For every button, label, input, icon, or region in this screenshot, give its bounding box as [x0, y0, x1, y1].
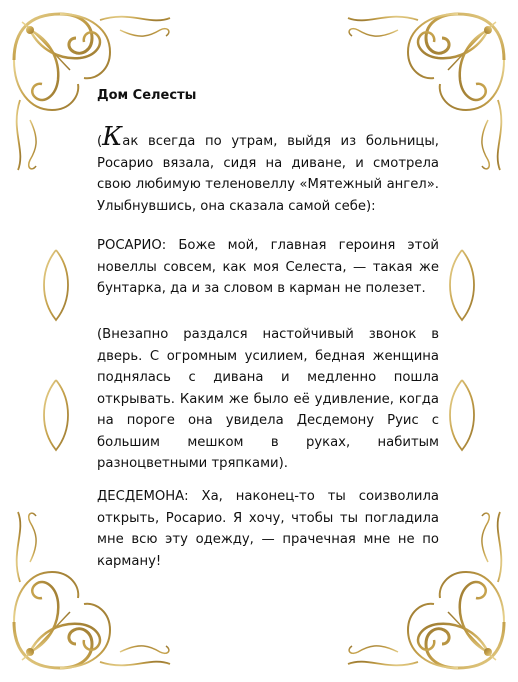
paragraph-1-open-paren: (: [97, 134, 103, 149]
paragraph-4: ДЕСДЕМОНА: Ха, наконец-то ты соизволила открыть, Росарио. Я хочу, чтобы ты погладила мне всю эту одежду, — прачечная мне не по карману!: [97, 489, 439, 569]
paragraph-2: РОСАРИО: Боже мой, главная героиня этой новеллы совсем, как моя Селеста, — такая же бунтарка, да и за словом в карман не полезет.: [97, 238, 439, 296]
paragraph-3: (Внезапно раздался настойчивый звонок в дверь. С огромным усилием, бедная женщина поднялась с дивана и медленно пошла открывать. Каким же было её удивление, когда на пороге она увидела Десдемону Руис с большим мешком в руках, набитым разноцветными тряпками).: [97, 327, 439, 471]
paragraph-1: [97, 122, 439, 217]
paragraph-1-text: ак всегда по утрам, выйдя из больницы, Росарио вязала, сидя на диване, и смотрела свою любимую теленовеллу «Мятежный ангел». Улыбнувшись, она сказала самой себе):: [97, 134, 439, 214]
paragraph-1-dropcap: К: [102, 122, 123, 152]
document-title: Дом Селесты: [97, 88, 197, 103]
